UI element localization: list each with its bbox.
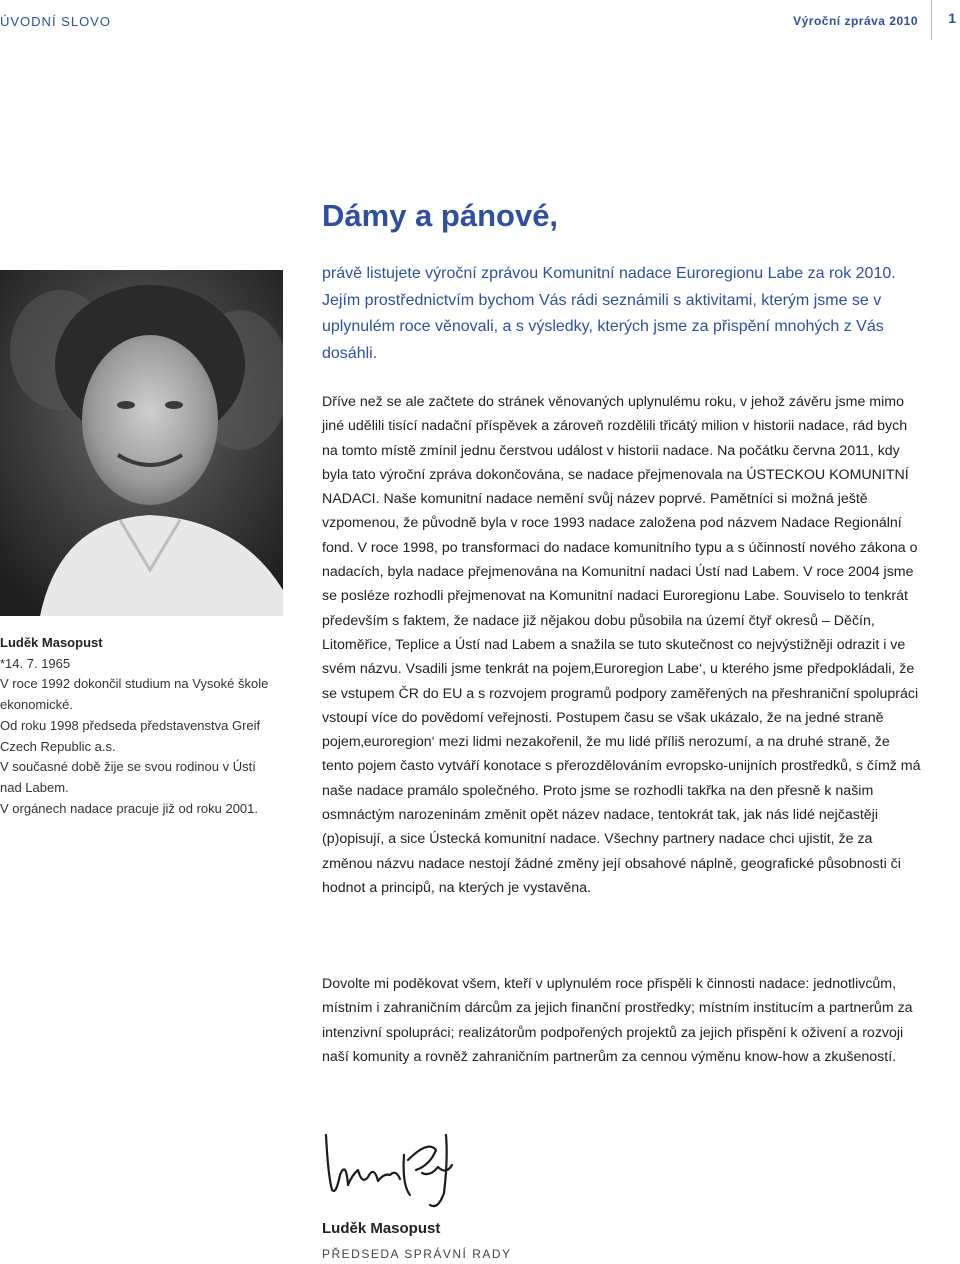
body-paragraph-2: Dovolte mi poděkovat všem, kteří v uplynulém roce přispěli k činnosti nadace: jednotlivcům, místním i zahraničním dárcům za jejich finanční prostředky; místním institucím a partnerům za intenzivní spolupráci; realizátorům podpořených projektů za jejich přispění k oživení a rozvoji naší komunity a rovněž zahraničním partnerům za cennou výměnu know-how a zkušeností. (322, 976, 913, 1065)
profile-caption (0, 633, 270, 819)
signature-role: PŘEDSEDA SPRÁVNÍ RADY (322, 1247, 512, 1261)
handwritten-signature (318, 1115, 478, 1215)
signature-name: Luděk Masopust (322, 1220, 441, 1237)
profile-line-birth: *14. 7. 1965 (0, 655, 71, 671)
header-divider (931, 0, 932, 40)
profile-name: Luděk Masopust (0, 635, 103, 650)
profile-line-education: V roce 1992 dokončil studium na Vysoké škole ekonomické. (0, 676, 269, 713)
report-label: Výroční zpráva 2010 (793, 14, 918, 28)
body-paragraph-1: Dříve než se ale začtete do stránek věnovaných uplynulému roku, v jehož závěru jsme mimo jiné udělili tisící nadační příspěvek a zároveň rozdělili třicátý milion v historii nadace, rád bych na tomto místě zmínil jednu čerstvou událost v historii nadace. Na počátku června 2011, kdy byla tato výroční zpráva dokončována, se nadace přejmenovala na ÚSTECKOU KOMUNITNÍ NADACI. Naše komunitní nadace nemění svůj název poprvé. Pamětníci si možná ještě vzpomenou, že původně byla v roce 1993 nadace založena pod názvem Nadace Regionální fond. V roce 1998, po transformaci do nadace komunitního typu a s účinností nového zákona o nadacích, byla nadace přejmenována na Komunitní nadaci Ústí nad Labem. V roce 2004 jsme se posléze rozhodli přejmenovat na Komunitní nadaci Euroregionu Labe. Souviselo to tenkrát především s faktem, že nadace již nějakou dobu působila na území čtyř okresů – Děčín, Litoměřice, Teplice a Ústí nad Labem a snažila se tuto skutečnost co nejvýstižněji odrazit i ve svém názvu. Vsadili jsme tenkrát na pojem‚Euroregion Labe‘, u kterého jsme předpokládali, že se vstupem ČR do EU a s rozvojem programů podpory zaměřených na přeshraniční spolupráci vstoupí více do povědomí veřejnosti. Postupem času se však ukázalo, že na jedné straně pojem‚euroregion‘ mezi lidmi nezakořenil, že mu lidé příliš nerozumí, a na druhé straně, že tento pojem často vytváří konotace s přerozdělováním evropsko-unijních prostředků, s čímž má naše nadace pramálo společného. Proto jsme se rozhodli takřka na den přesně k našim osmnáctým narozeninám změnit opět název nadace, tentokrát tak, jak nás lidé nejčastěji (p)opisují, a sice Ústecká komunitní nadace. Všechny partnery nadace chci ujistit, že za změnou názvu nadace nestojí žádné změny její obsahové náplně, geografické působnosti či hodnot a principů, na kterých je vystavěna. (322, 394, 921, 896)
portrait-photo (0, 270, 283, 616)
profile-line-residence: V současné době žije se svou rodinou v Ústí nad Labem. (0, 759, 256, 795)
intro-paragraph: právě listujete výroční zprávou Komunitní nadace Euroregionu Labe za rok 2010. Jejím prostřednictvím bychom Vás rádi seznámili s aktivitami, kterým jsme se v uplynulém roce věnovali, a s výsledky, kterých jsme za přispění mnohých z Vás dosáhli. (322, 265, 896, 362)
section-label: ÚVODNÍ SLOVO (0, 14, 111, 29)
page-title: Dámy a pánové, (322, 198, 559, 233)
page-number: 1 (948, 10, 956, 26)
profile-line-career: Od roku 1998 předseda představenstva Greif Czech Republic a.s. (0, 717, 261, 754)
profile-line-foundation: V orgánech nadace pracuje již od roku 2001. (0, 800, 259, 816)
